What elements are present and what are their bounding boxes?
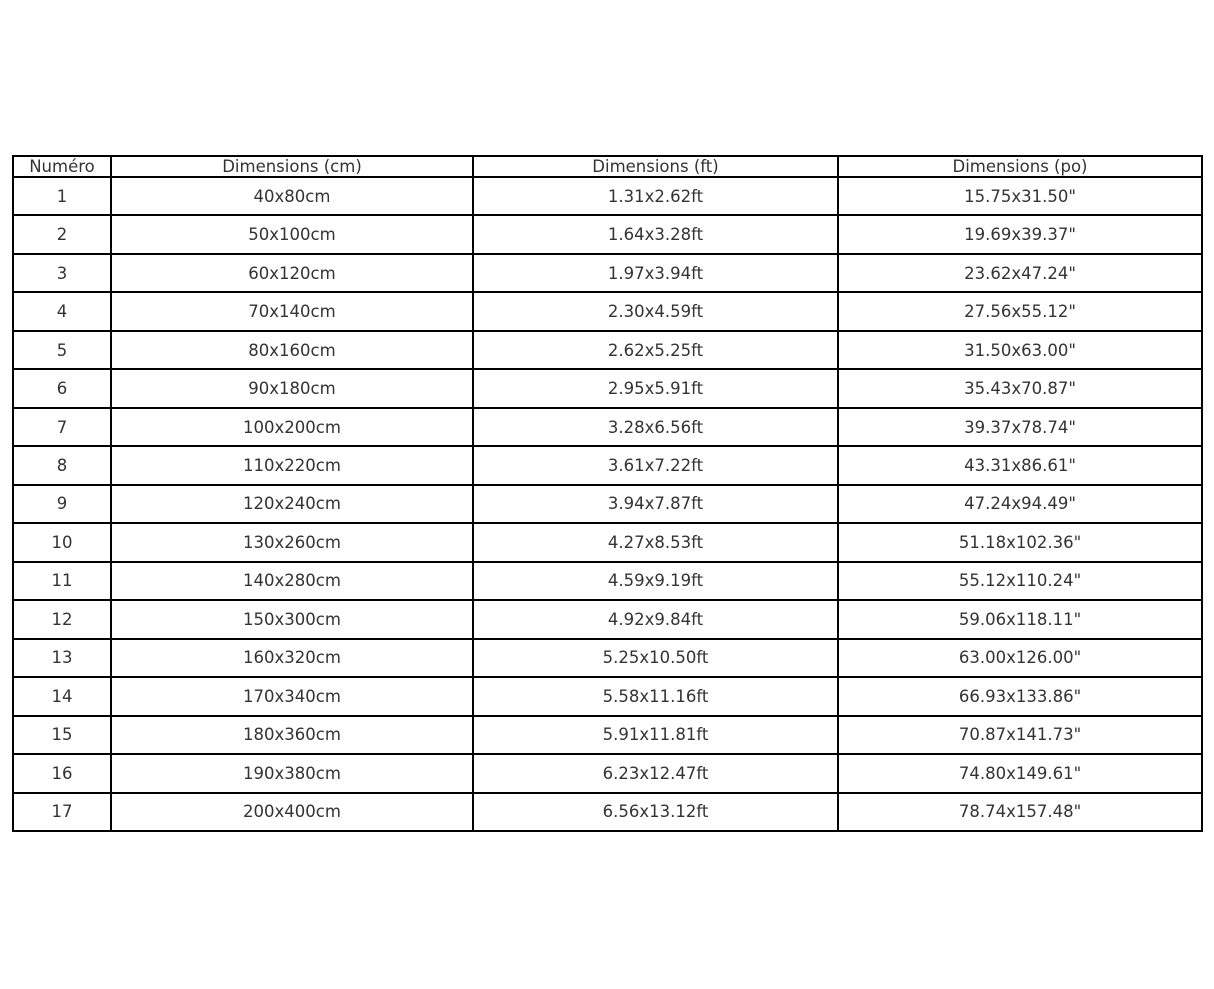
table-row: [13, 177, 1202, 215]
cell-dimensions-po: 27.56x55.12": [838, 292, 1202, 330]
cell-dimensions-po: 59.06x118.11": [838, 600, 1202, 638]
cell-dimensions-cm: 140x280cm: [111, 562, 473, 600]
cell-dimensions-po: 66.93x133.86": [838, 677, 1202, 715]
cell-dimensions-po: 23.62x47.24": [838, 254, 1202, 292]
table-header: [13, 156, 1202, 177]
cell-dimensions-cm: 190x380cm: [111, 754, 473, 792]
cell-dimensions-ft: 1.97x3.94ft: [473, 254, 838, 292]
table-body: [13, 177, 1202, 831]
cell-dimensions-cm: 60x120cm: [111, 254, 473, 292]
cell-dimensions-cm: 70x140cm: [111, 292, 473, 330]
cell-dimensions-po: 63.00x126.00": [838, 639, 1202, 677]
table-row: [13, 369, 1202, 407]
cell-dimensions-po: 78.74x157.48": [838, 793, 1202, 832]
cell-numero: 3: [13, 254, 111, 292]
cell-numero: 6: [13, 369, 111, 407]
cell-numero: 5: [13, 331, 111, 369]
header-numero: Numéro: [13, 156, 111, 177]
table-row: [13, 485, 1202, 523]
cell-dimensions-po: 70.87x141.73": [838, 716, 1202, 754]
table-row: [13, 215, 1202, 253]
header-dimensions-cm: Dimensions (cm): [111, 156, 473, 177]
cell-numero: 9: [13, 485, 111, 523]
cell-dimensions-ft: 5.58x11.16ft: [473, 677, 838, 715]
cell-dimensions-ft: 4.27x8.53ft: [473, 523, 838, 561]
cell-dimensions-po: 31.50x63.00": [838, 331, 1202, 369]
table-row: [13, 562, 1202, 600]
cell-dimensions-cm: 200x400cm: [111, 793, 473, 832]
cell-numero: 10: [13, 523, 111, 561]
cell-dimensions-ft: 4.92x9.84ft: [473, 600, 838, 638]
table-row: [13, 639, 1202, 677]
size-conversion-table-container: [12, 155, 1202, 832]
cell-dimensions-ft: 3.61x7.22ft: [473, 446, 838, 484]
cell-dimensions-cm: 160x320cm: [111, 639, 473, 677]
table-row: [13, 408, 1202, 446]
cell-dimensions-po: 39.37x78.74": [838, 408, 1202, 446]
cell-numero: 15: [13, 716, 111, 754]
cell-dimensions-ft: 2.62x5.25ft: [473, 331, 838, 369]
cell-dimensions-cm: 80x160cm: [111, 331, 473, 369]
cell-dimensions-cm: 40x80cm: [111, 177, 473, 215]
cell-numero: 12: [13, 600, 111, 638]
cell-dimensions-cm: 120x240cm: [111, 485, 473, 523]
cell-dimensions-po: 51.18x102.36": [838, 523, 1202, 561]
header-row: [13, 156, 1202, 177]
table-row: [13, 331, 1202, 369]
cell-dimensions-ft: 5.91x11.81ft: [473, 716, 838, 754]
cell-numero: 13: [13, 639, 111, 677]
table-row: [13, 600, 1202, 638]
cell-dimensions-po: 55.12x110.24": [838, 562, 1202, 600]
cell-dimensions-ft: 4.59x9.19ft: [473, 562, 838, 600]
table-row: [13, 677, 1202, 715]
cell-dimensions-po: 47.24x94.49": [838, 485, 1202, 523]
cell-dimensions-ft: 2.95x5.91ft: [473, 369, 838, 407]
cell-dimensions-cm: 110x220cm: [111, 446, 473, 484]
cell-dimensions-cm: 180x360cm: [111, 716, 473, 754]
cell-dimensions-ft: 1.31x2.62ft: [473, 177, 838, 215]
cell-dimensions-ft: 1.64x3.28ft: [473, 215, 838, 253]
cell-dimensions-cm: 130x260cm: [111, 523, 473, 561]
cell-numero: 8: [13, 446, 111, 484]
table-row: [13, 523, 1202, 561]
table-row: [13, 793, 1202, 832]
table-row: [13, 754, 1202, 792]
cell-numero: 14: [13, 677, 111, 715]
cell-dimensions-cm: 100x200cm: [111, 408, 473, 446]
cell-numero: 11: [13, 562, 111, 600]
cell-dimensions-po: 74.80x149.61": [838, 754, 1202, 792]
table-row: [13, 292, 1202, 330]
table-row: [13, 716, 1202, 754]
size-conversion-table: [12, 155, 1203, 832]
cell-dimensions-ft: 3.28x6.56ft: [473, 408, 838, 446]
cell-numero: 17: [13, 793, 111, 832]
table-row: [13, 254, 1202, 292]
header-dimensions-ft: Dimensions (ft): [473, 156, 838, 177]
cell-dimensions-ft: 3.94x7.87ft: [473, 485, 838, 523]
cell-dimensions-cm: 150x300cm: [111, 600, 473, 638]
cell-dimensions-ft: 6.23x12.47ft: [473, 754, 838, 792]
cell-dimensions-ft: 5.25x10.50ft: [473, 639, 838, 677]
cell-dimensions-po: 19.69x39.37": [838, 215, 1202, 253]
cell-dimensions-po: 43.31x86.61": [838, 446, 1202, 484]
cell-dimensions-cm: 90x180cm: [111, 369, 473, 407]
cell-dimensions-cm: 50x100cm: [111, 215, 473, 253]
cell-numero: 7: [13, 408, 111, 446]
cell-dimensions-po: 15.75x31.50": [838, 177, 1202, 215]
header-dimensions-po: Dimensions (po): [838, 156, 1202, 177]
table-row: [13, 446, 1202, 484]
cell-dimensions-ft: 2.30x4.59ft: [473, 292, 838, 330]
cell-numero: 1: [13, 177, 111, 215]
cell-dimensions-cm: 170x340cm: [111, 677, 473, 715]
cell-dimensions-po: 35.43x70.87": [838, 369, 1202, 407]
cell-numero: 2: [13, 215, 111, 253]
cell-numero: 4: [13, 292, 111, 330]
cell-dimensions-ft: 6.56x13.12ft: [473, 793, 838, 832]
cell-numero: 16: [13, 754, 111, 792]
